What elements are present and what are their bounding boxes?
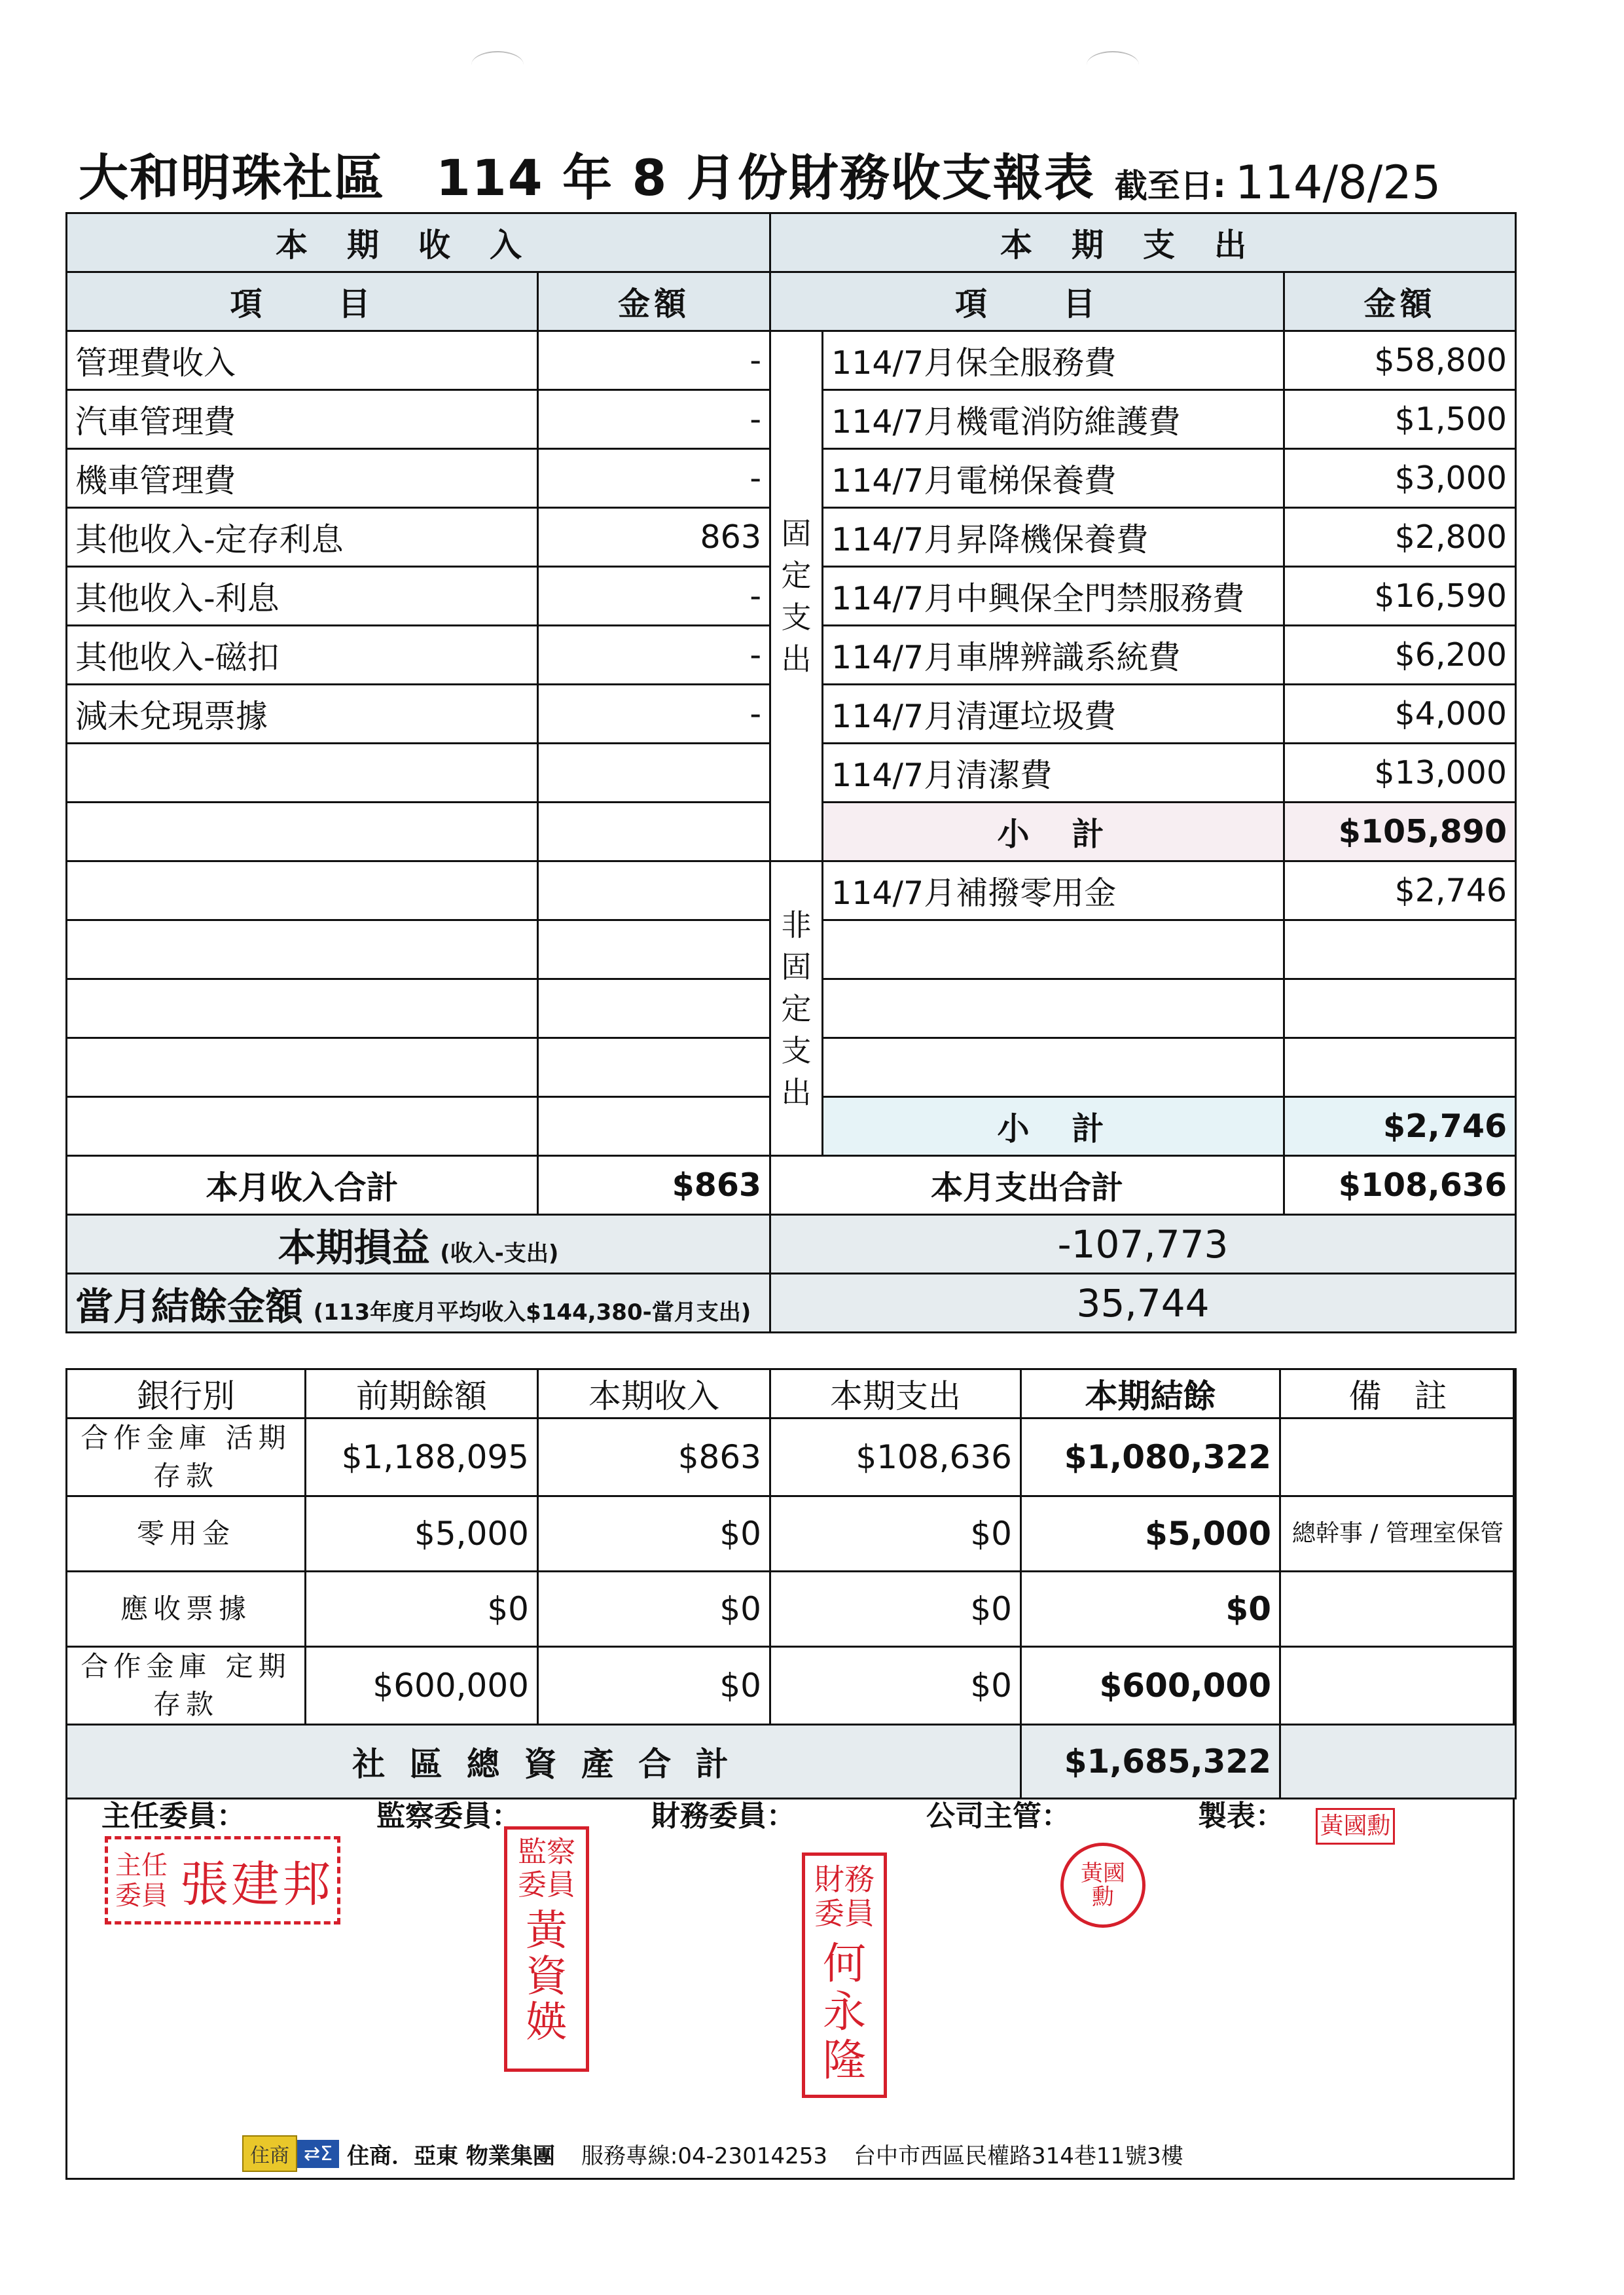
income-amount: - xyxy=(538,685,770,744)
table-row xyxy=(67,1496,1516,1572)
bank-prev: $1,188,095 xyxy=(306,1419,538,1496)
expense-total-label: 本月支出合計 xyxy=(770,1156,1284,1215)
hole-punch-right xyxy=(1087,51,1139,79)
bank-note xyxy=(1280,1572,1516,1647)
expense-section-title: 本期支出 xyxy=(770,213,1516,272)
expense-amount: $58,800 xyxy=(1284,331,1516,390)
report-header xyxy=(79,137,1519,209)
bank-expense: $0 xyxy=(770,1496,1021,1572)
finance-stamp xyxy=(802,1852,887,2098)
income-amount: - xyxy=(538,449,770,508)
income-amount-empty xyxy=(538,861,770,920)
chair-stamp-name: 張建邦 xyxy=(180,1856,333,1913)
bank-col-balance: 本期結餘 xyxy=(1021,1369,1280,1419)
nonfixed-subtotal-amount: $2,746 xyxy=(1284,1097,1516,1156)
expense-amount: $2,746 xyxy=(1284,861,1516,920)
bank-col-expense: 本期支出 xyxy=(770,1369,1021,1419)
bank-note xyxy=(1280,1647,1516,1725)
supervisor-stamp-title: 監察委員 xyxy=(518,1835,575,1902)
income-amount-empty xyxy=(538,803,770,861)
bank-name: 零用金 xyxy=(67,1496,306,1572)
finance-stamp-name: 何永隆 xyxy=(823,1938,866,2086)
bank-expense: $0 xyxy=(770,1647,1021,1725)
profit-loss-label-cell xyxy=(67,1215,770,1274)
preparer-label: 製表： xyxy=(1198,1799,1284,1833)
expense-item: 114/7月清運垃圾費 xyxy=(823,685,1284,744)
preparer-seal: 黃國勳 xyxy=(1316,1808,1395,1845)
total-assets-label: 社 區 總 資 產 合 計 xyxy=(67,1725,1021,1799)
expense-col-item: 項 目 xyxy=(770,272,1284,331)
income-item-empty xyxy=(67,861,538,920)
fixed-subtotal-label: 小 計 xyxy=(823,803,1284,861)
bank-income: $0 xyxy=(538,1647,770,1725)
income-item: 其他收入-利息 xyxy=(67,567,538,626)
company-name: 住商．亞東 物業集團 xyxy=(347,2142,555,2169)
expense-item: 114/7月電梯保養費 xyxy=(823,449,1284,508)
manager-seal: 黃國勳 xyxy=(1060,1843,1146,1928)
bank-expense: $108,636 xyxy=(770,1419,1021,1496)
expense-amount: $1,500 xyxy=(1284,390,1516,449)
income-col-amount: 金額 xyxy=(538,272,770,331)
table-row xyxy=(67,861,1516,920)
bank-balance-table xyxy=(65,1368,1517,1799)
expense-amount: $4,000 xyxy=(1284,685,1516,744)
income-item: 管理費收入 xyxy=(67,331,538,390)
finance-stamp-title: 財務委員 xyxy=(814,1862,875,1931)
fixed-expense-label: 固 定 支 出 xyxy=(770,331,823,861)
expense-amount: $16,590 xyxy=(1284,567,1516,626)
manager-label: 公司主管： xyxy=(926,1799,1070,1833)
report-title: 大和明珠社區 114 年 8 月份財務收支報表 xyxy=(79,149,1095,207)
bank-income: $0 xyxy=(538,1572,770,1647)
expense-item: 114/7月保全服務費 xyxy=(823,331,1284,390)
total-assets-row xyxy=(67,1725,1516,1799)
company-address: 台中市西區民權路314巷11號3樓 xyxy=(853,2142,1183,2169)
expense-amount: $3,000 xyxy=(1284,449,1516,508)
income-amount-empty xyxy=(538,744,770,803)
signature-row xyxy=(98,1792,1506,1838)
total-assets-note xyxy=(1280,1725,1516,1799)
bank-note xyxy=(1280,1419,1516,1496)
chair-stamp-title: 主任委員 xyxy=(115,1850,168,1911)
table-row xyxy=(67,1647,1516,1725)
income-expense-table xyxy=(65,212,1517,1333)
income-total-label: 本月收入合計 xyxy=(67,1156,538,1215)
income-item: 機車管理費 xyxy=(67,449,538,508)
income-amount: - xyxy=(538,567,770,626)
bank-prev: $0 xyxy=(306,1572,538,1647)
expense-item: 114/7月清潔費 xyxy=(823,744,1284,803)
finance-label: 財務委員： xyxy=(651,1799,795,1833)
table-row xyxy=(67,331,1516,390)
income-col-item: 項 目 xyxy=(67,272,538,331)
cutoff-label: 截至日: xyxy=(1114,167,1226,205)
income-item: 其他收入-定存利息 xyxy=(67,508,538,567)
bank-col-note: 備 註 xyxy=(1280,1369,1516,1419)
income-section-title: 本期收入 xyxy=(67,213,770,272)
bank-balance: $0 xyxy=(1021,1572,1280,1647)
hole-punch-left xyxy=(471,51,524,79)
fixed-subtotal-amount: $105,890 xyxy=(1284,803,1516,861)
bank-col-prev: 前期餘額 xyxy=(306,1369,538,1419)
profit-loss-label: 本期損益 xyxy=(278,1225,430,1270)
expense-item: 114/7月車牌辨識系統費 xyxy=(823,626,1284,685)
bank-name: 合作金庫 活期存款 xyxy=(67,1419,306,1496)
expense-item: 114/7月補撥零用金 xyxy=(823,861,1284,920)
income-item-empty xyxy=(67,744,538,803)
income-item: 汽車管理費 xyxy=(67,390,538,449)
income-amount: - xyxy=(538,626,770,685)
supervisor-stamp-name: 黃資媖 xyxy=(526,1907,568,2047)
profit-loss-value: -107,773 xyxy=(770,1215,1516,1274)
bank-header-row xyxy=(67,1369,1516,1419)
profit-loss-note: (收入-支出) xyxy=(440,1240,559,1267)
bank-col-name: 銀行別 xyxy=(67,1369,306,1419)
bank-name: 合作金庫 定期存款 xyxy=(67,1647,306,1725)
bank-col-income: 本期收入 xyxy=(538,1369,770,1419)
bank-balance: $1,080,322 xyxy=(1021,1419,1280,1496)
bank-prev: $5,000 xyxy=(306,1496,538,1572)
expense-total-amount: $108,636 xyxy=(1284,1156,1516,1215)
month-balance-row xyxy=(67,1274,1516,1333)
bank-name: 應收票據 xyxy=(67,1572,306,1647)
month-balance-note: (113年度月平均收入$144,380-當月支出) xyxy=(313,1299,751,1326)
nonfixed-subtotal-label: 小 計 xyxy=(823,1097,1284,1156)
expense-amount: $6,200 xyxy=(1284,626,1516,685)
footer xyxy=(242,2134,1183,2173)
bank-balance: $600,000 xyxy=(1021,1647,1280,1725)
table-row xyxy=(67,1419,1516,1496)
month-balance-label: 當月結餘金額 xyxy=(75,1284,304,1329)
bank-expense: $0 xyxy=(770,1572,1021,1647)
income-amount: - xyxy=(538,331,770,390)
bank-income: $0 xyxy=(538,1496,770,1572)
month-balance-value: 35,744 xyxy=(770,1274,1516,1333)
income-amount: - xyxy=(538,390,770,449)
income-item: 減未兌現票據 xyxy=(67,685,538,744)
bank-note: 總幹事 / 管理室保管 xyxy=(1280,1496,1516,1572)
expense-item: 114/7月昇降機保養費 xyxy=(823,508,1284,567)
expense-item: 114/7月中興保全門禁服務費 xyxy=(823,567,1284,626)
supervisor-stamp xyxy=(504,1826,589,2072)
company-logo: 住商 xyxy=(242,2135,297,2172)
bank-balance: $5,000 xyxy=(1021,1496,1280,1572)
income-item: 其他收入-磁扣 xyxy=(67,626,538,685)
profit-loss-row xyxy=(67,1215,1516,1274)
expense-amount: $13,000 xyxy=(1284,744,1516,803)
chair-label: 主任委員： xyxy=(101,1799,245,1833)
cutoff-date: 114/8/25 xyxy=(1235,156,1441,209)
expense-col-amount: 金額 xyxy=(1284,272,1516,331)
totals-row xyxy=(67,1156,1516,1215)
income-item-empty xyxy=(67,803,538,861)
service-hotline: 服務專線:04-23014253 xyxy=(581,2142,827,2169)
nonfixed-expense-label: 非 固 定 支 出 xyxy=(770,861,823,1156)
expense-item: 114/7月機電消防維護費 xyxy=(823,390,1284,449)
supervisor-label: 監察委員： xyxy=(376,1799,520,1833)
expense-amount: $2,800 xyxy=(1284,508,1516,567)
month-balance-label-cell xyxy=(67,1274,770,1333)
bank-income: $863 xyxy=(538,1419,770,1496)
chair-stamp xyxy=(105,1836,340,1925)
total-assets-amount: $1,685,322 xyxy=(1021,1725,1280,1799)
income-amount: 863 xyxy=(538,508,770,567)
table-row xyxy=(67,1572,1516,1647)
bank-prev: $600,000 xyxy=(306,1647,538,1725)
arrows-icon: ⇄Σ xyxy=(297,2140,339,2168)
income-total-amount: $863 xyxy=(538,1156,770,1215)
